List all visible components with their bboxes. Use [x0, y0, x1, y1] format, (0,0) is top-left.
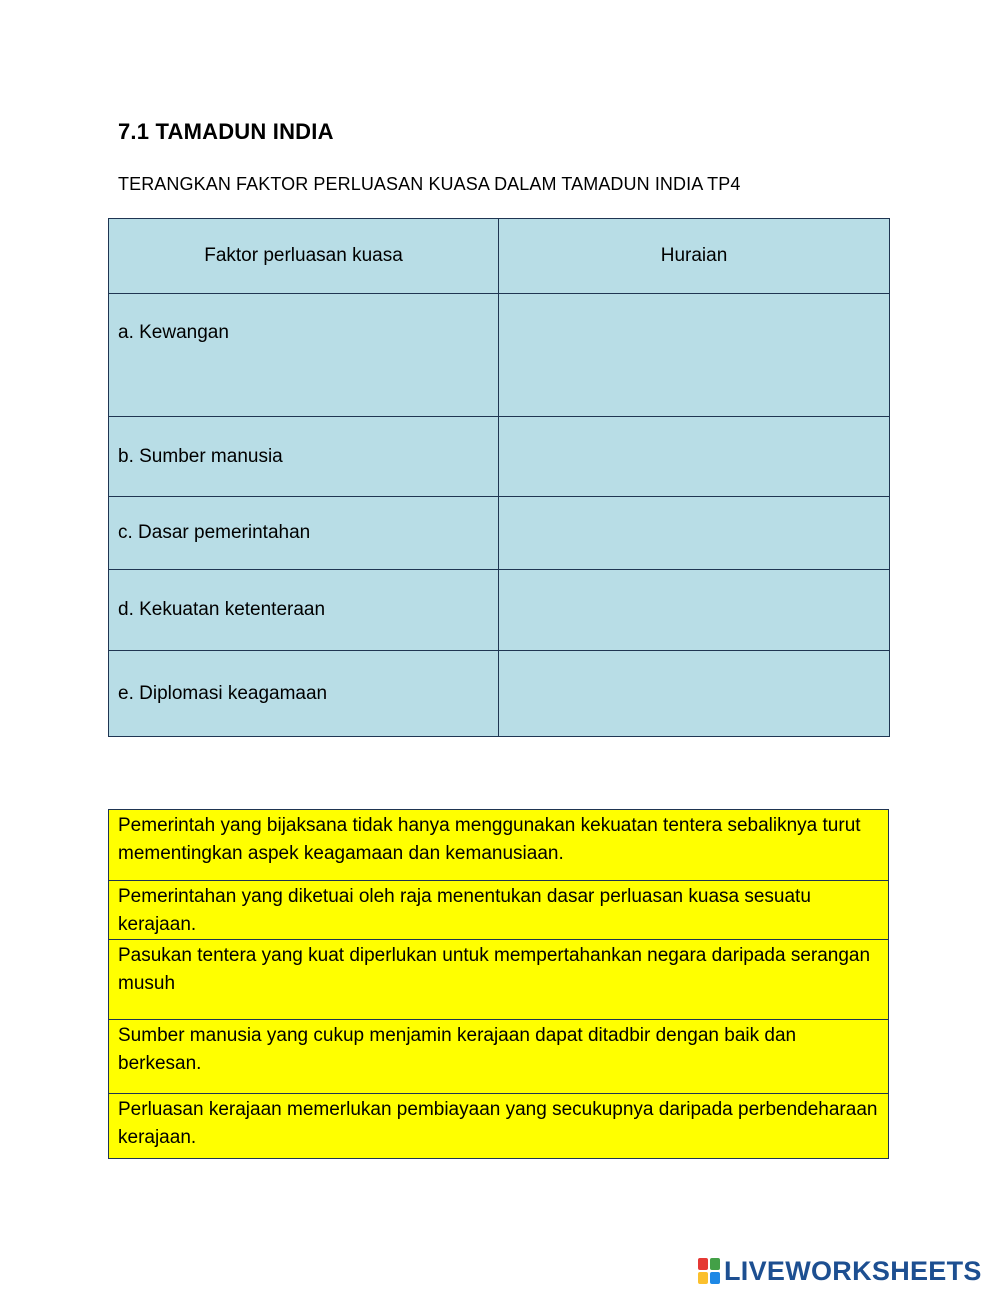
- factor-cell: a. Kewangan: [109, 294, 499, 417]
- draggable-answer-option[interactable]: Pasukan tentera yang kuat diperlukan untuk mempertahankan negara daripada serangan musuh: [109, 940, 889, 1020]
- header-huraian: Huraian: [499, 219, 890, 294]
- table-header-row: [109, 219, 890, 294]
- huraian-drop-cell[interactable]: [499, 651, 890, 737]
- huraian-drop-cell[interactable]: [499, 570, 890, 651]
- table-row: [109, 651, 890, 737]
- liveworksheets-logo-icon: [697, 1257, 721, 1285]
- factor-cell: c. Dasar pemerintahan: [109, 497, 499, 570]
- factor-cell: b. Sumber manusia: [109, 417, 499, 497]
- logo-text: LIVEWORKSHEETS: [724, 1255, 982, 1286]
- huraian-drop-cell[interactable]: [499, 294, 890, 417]
- table-row: [109, 570, 890, 651]
- draggable-answer-option[interactable]: Pemerintah yang bijaksana tidak hanya menggunakan kekuatan tentera sebaliknya turut mementingkan aspek keagamaan dan kemanusiaan.: [109, 810, 889, 881]
- instruction-text: TERANGKAN FAKTOR PERLUASAN KUASA DALAM TAMADUN INDIA TP4: [118, 174, 741, 194]
- table-row: [109, 417, 890, 497]
- huraian-drop-cell[interactable]: [499, 497, 890, 570]
- logo-square-icon: [710, 1272, 720, 1284]
- factor-cell: e. Diplomasi keagamaan: [109, 651, 499, 737]
- huraian-drop-cell[interactable]: [499, 417, 890, 497]
- page-title: 7.1 TAMADUN INDIA: [118, 119, 334, 144]
- draggable-answer-option[interactable]: Pemerintahan yang diketuai oleh raja menentukan dasar perluasan kuasa sesuatu kerajaan.: [109, 881, 889, 940]
- draggable-answer-option[interactable]: Perluasan kerajaan memerlukan pembiayaan yang secukupnya daripada perbendeharaan kerajaan.: [109, 1094, 889, 1159]
- factor-table: [108, 218, 890, 737]
- table-row: [109, 497, 890, 570]
- liveworksheets-logo: [697, 1255, 982, 1287]
- logo-square-icon: [710, 1258, 720, 1270]
- answer-options-table: [108, 809, 889, 1159]
- table-row: [109, 294, 890, 417]
- factor-cell: d. Kekuatan ketenteraan: [109, 570, 499, 651]
- header-factor: Faktor perluasan kuasa: [109, 219, 499, 294]
- draggable-answer-option[interactable]: Sumber manusia yang cukup menjamin kerajaan dapat ditadbir dengan baik dan berkesan.: [109, 1020, 889, 1094]
- logo-square-icon: [698, 1258, 708, 1270]
- logo-square-icon: [698, 1272, 708, 1284]
